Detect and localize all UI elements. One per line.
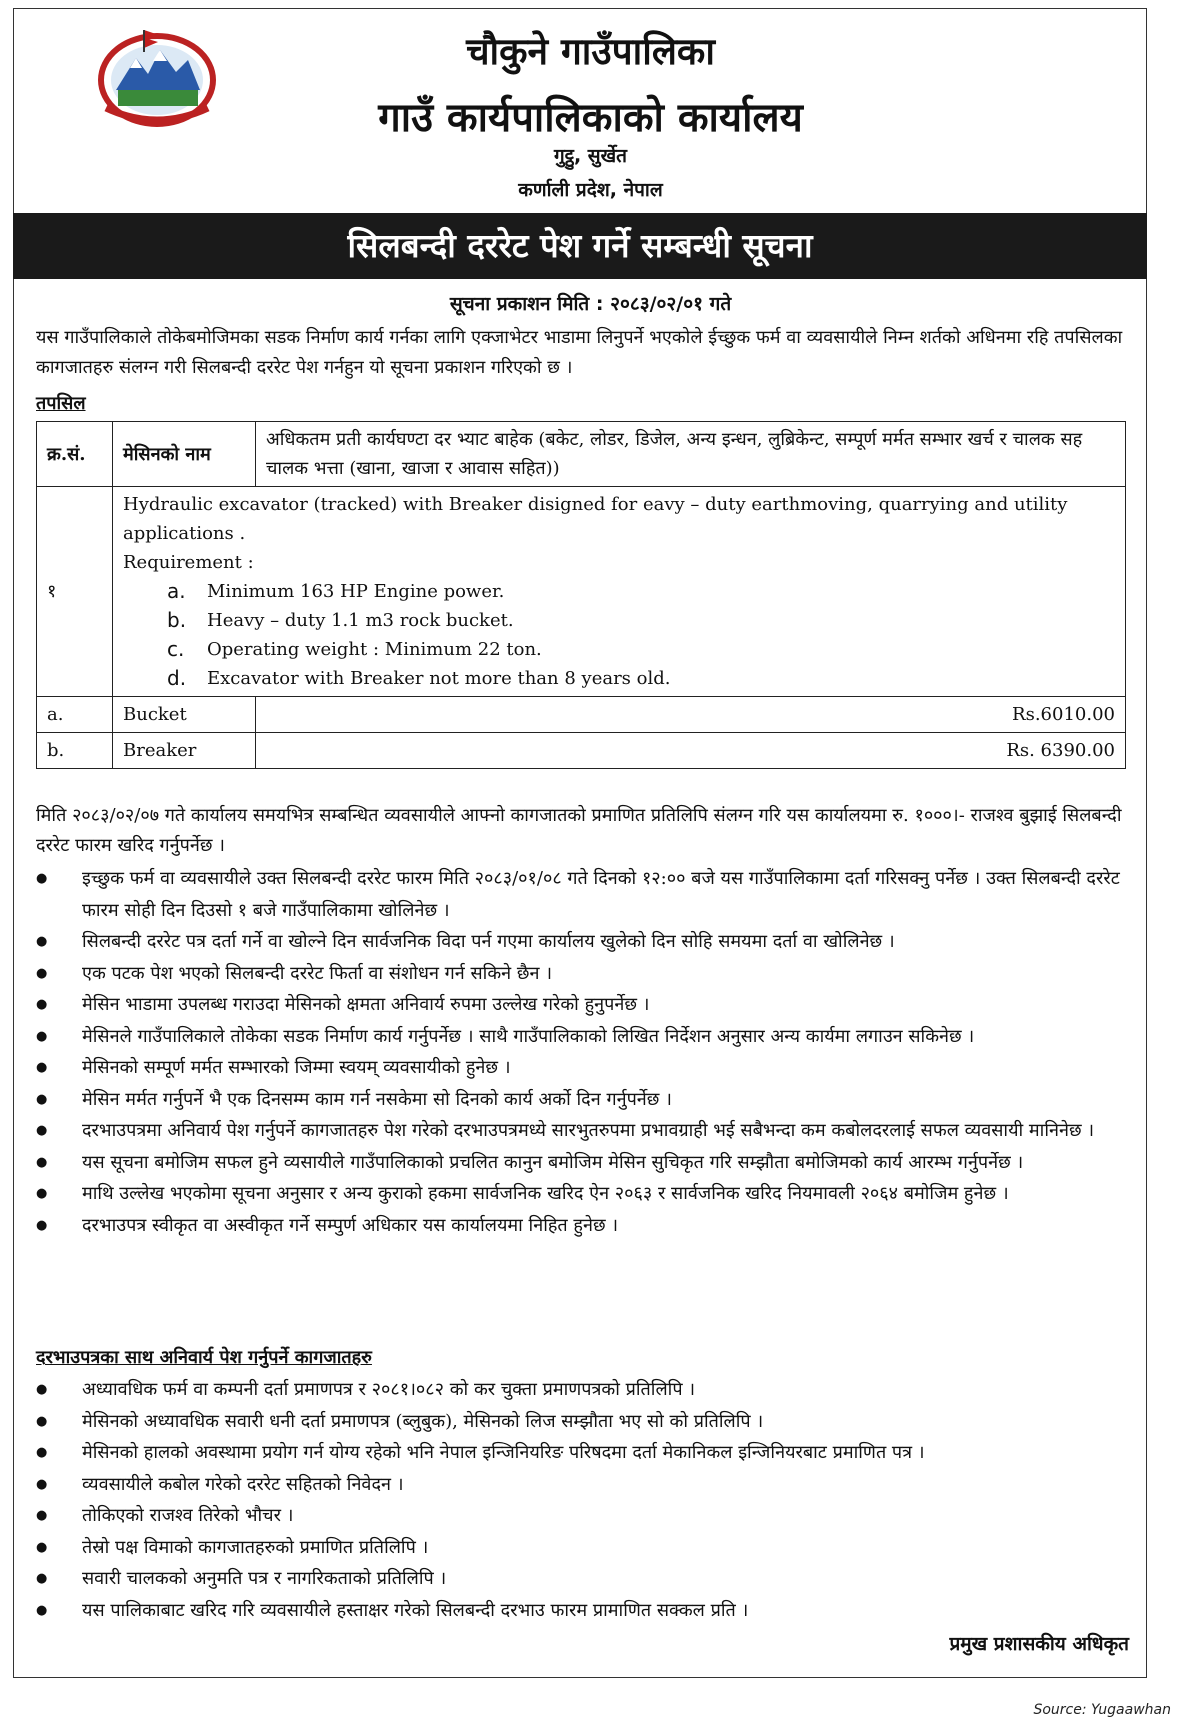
row-sn: b. bbox=[37, 733, 113, 769]
list-item: ● व्यवसायीले कबोल गरेको दररेट सहितको निवेदन । bbox=[36, 1469, 1136, 1501]
list-item bbox=[167, 577, 1115, 606]
list-item: ● मेसिन भाडामा उपलब्ध गराउदा मेसिनको क्षमता अनिवार्य रुपमा उल्लेख गरेको हुनुपर्नेछ । bbox=[36, 989, 1136, 1021]
list-item: ● सिलबन्दी दररेट पत्र दर्ता गर्ने वा खोल्ने दिन सार्वजनिक विदा पर्न गएमा कार्यालय खुलेको दिन सोहि समयमा दर्ता वा खोलिनेछ । bbox=[36, 926, 1136, 958]
list-item: ● इच्छुक फर्म वा व्यवसायीले उक्त सिलबन्दी दररेट फारम मिति २०८३/०१/०८ गते दिनको १२:०० बजे यस गाउँपालिकामा दर्ता गरिसक्नु पर्नेछ । उक्त सिलबन्दी दररेट फारम सोही दिन दिउसो १ बजे गाउँपालिकामा खोलिनेछ । bbox=[36, 863, 1136, 926]
schedule-heading: तपसिल bbox=[36, 393, 86, 414]
item-text: Excavator with Breaker not more than 8 years old. bbox=[207, 668, 671, 689]
list-item: ● यस पालिकाबाट खरिद गरि व्यवसायीले हस्ताक्षर गरेको सिलबन्दी दरभाउ फारम प्रामाणित सक्कल प्रति । bbox=[36, 1595, 1136, 1627]
list-item: ● मेसिन मर्मत गर्नुपर्ने भै एक दिनसम्म काम गर्न नसकेमा सो दिनको कार्य अर्को दिन गर्नुपर्नेछ । bbox=[36, 1084, 1136, 1116]
row-rate: Rs.6010.00 bbox=[256, 697, 1126, 733]
list-item: ● दरभाउपत्रमा अनिवार्य पेश गर्नुपर्ने कागजातहरु पेश गरेको दरभाउपत्रमध्ये सारभुतरुपमा प्रभावग्राही भई सबैभन्दा कम कबोलदरलाई सफल व्यवसायी मानिनेछ । bbox=[36, 1115, 1136, 1147]
office-name: गाउँ कार्यपालिकाको कार्यालय bbox=[378, 95, 803, 141]
header-sn: क्र.सं. bbox=[37, 422, 113, 487]
form-purchase-paragraph: मिति २०८३/०२/०७ गते कार्यालय समयभित्र सम्बन्धित व्यवसायीले आफ्नो कागजातको प्रमाणित प्रतिलिपि संलग्न गरि यस कार्यालयमा रु. १०००।- राजश्व बुझाई सिलबन्दी दररेट फारम खरिद गर्नुपर्नेछ । bbox=[36, 805, 1122, 856]
list-item: ● माथि उल्लेख भएकोमा सूचना अनुसार र अन्य कुराको हकमा सार्वजनिक खरिद ऐन २०६३ र सार्वजनिक खरिद नियमावली २०६४ बमोजिम हुनेछ । bbox=[36, 1178, 1136, 1210]
list-item: ● यस सूचना बमोजिम सफल हुने व्यसायीले गाउँपालिकाको प्रचलित कानुन बमोजिम मेसिन सुचिकृत गरि सम्झौता बमोजिमको कार्य आरम्भ गर्नुपर्नेछ । bbox=[36, 1147, 1136, 1179]
source-credit: Source: Yugaawhan bbox=[1033, 1702, 1171, 1718]
conditions-list bbox=[36, 863, 1136, 1241]
list-item: ● एक पटक पेश भएको सिलबन्दी दररेट फिर्ता वा संशोधन गर्न सकिने छैन । bbox=[36, 958, 1136, 990]
list-item bbox=[167, 664, 1115, 693]
item-text: Operating weight : Minimum 22 ton. bbox=[207, 639, 542, 660]
item-text: Minimum 163 HP Engine power. bbox=[207, 581, 505, 602]
machine-summary: Hydraulic excavator (tracked) with Breaker disigned for eavy – duty earthmoving, quarrying and utility applications . bbox=[123, 494, 1068, 544]
list-item: ● सवारी चालकको अनुमति पत्र र नागरिकताको प्रतिलिपि । bbox=[36, 1563, 1136, 1595]
item-marker: b. bbox=[167, 608, 187, 632]
list-item bbox=[167, 606, 1115, 635]
header-machine: मेसिनको नाम bbox=[113, 422, 256, 487]
item-text: Heavy – duty 1.1 m3 rock bucket. bbox=[207, 610, 514, 631]
documents-heading: दरभाउपत्रका साथ अनिवार्य पेश गर्नुपर्ने कागजातहरु bbox=[36, 1347, 372, 1368]
table-header-row bbox=[37, 422, 1126, 487]
header-rate: अधिकतम प्रती कार्यघण्टा दर भ्याट बाहेक (बकेट, लोडर, डिजेल, अन्य इन्धन, लुब्रिकेन्ट, सम्पूर्ण मर्मत सम्भार खर्च र चालक सह चालक भत्ता (खाना, खाजा र आवास सहित)) bbox=[256, 422, 1126, 487]
notice-title-banner: सिलबन्दी दररेट पेश गर्ने सम्बन्धी सूचना bbox=[13, 213, 1147, 279]
list-item: ● मेसिनले गाउँपालिकाले तोकेका सडक निर्माण कार्य गर्नुपर्नेछ । साथै गाउँपालिकाको लिखित निर्देशन अनुसार अन्य कार्यमा लगाउन सकिनेछ । bbox=[36, 1021, 1136, 1053]
municipality-name: चौकुने गाउँपालिका bbox=[466, 30, 715, 73]
publication-date: सूचना प्रकाशन मिति : २०८३/०२/०१ गते bbox=[449, 293, 732, 315]
requirement-list bbox=[167, 577, 1115, 693]
item-marker: d. bbox=[167, 666, 187, 690]
row-name: Bucket bbox=[113, 697, 256, 733]
row-name: Breaker bbox=[113, 733, 256, 769]
documents-list bbox=[36, 1374, 1136, 1626]
row-sn: a. bbox=[37, 697, 113, 733]
requirement-label: Requirement : bbox=[123, 552, 254, 573]
machine-description bbox=[113, 487, 1126, 697]
intro-paragraph: यस गाउँपालिकाले तोकेबमोजिमका सडक निर्माण कार्य गर्नका लागि एक्जाभेटर भाडामा लिनुपर्ने भएकोले ईच्छुक फर्म वा व्यवसायीले निम्न शर्तको अधिनमा रहि तपसिलका कागजातहरु संलग्न गरी सिलबन्दी दररेट पेश गर्नहुन यो सूचना प्रकाशन गरिएको छ । bbox=[36, 327, 1123, 378]
rate-table bbox=[36, 421, 1126, 769]
list-item: ● तोकिएको राजश्व तिरेको भौचर । bbox=[36, 1500, 1136, 1532]
list-item: ● दरभाउपत्र स्वीकृत वा अस्वीकृत गर्ने सम्पुर्ण अधिकार यस कार्यालयमा निहित हुनेछ । bbox=[36, 1210, 1136, 1242]
office-province: कर्णाली प्रदेश, नेपाल bbox=[518, 179, 663, 201]
table-row bbox=[37, 733, 1126, 769]
office-location: गुट्ठु, सुर्खेत bbox=[553, 145, 628, 167]
item-marker: a. bbox=[167, 579, 186, 603]
table-row bbox=[37, 697, 1126, 733]
list-item bbox=[167, 635, 1115, 664]
list-item: ● मेसिनको हालको अवस्थामा प्रयोग गर्न योग्य रहेको भनि नेपाल इन्जिनियरिङ परिषदमा दर्ता मेकानिकल इन्जिनियरबाट प्रमाणित पत्र । bbox=[36, 1437, 1136, 1469]
list-item: ● मेसिनको अध्यावधिक सवारी धनी दर्ता प्रमाणपत्र (ब्लुबुक), मेसिनको लिज सम्झौता भए सो को प्रतिलिपि । bbox=[36, 1406, 1136, 1438]
signatory-title: प्रमुख प्रशासकीय अधिकृत bbox=[949, 1633, 1129, 1655]
item-marker: c. bbox=[167, 637, 185, 661]
list-item: ● तेस्रो पक्ष विमाको कागजातहरुको प्रमाणित प्रतिलिपि । bbox=[36, 1532, 1136, 1564]
row-sn: १ bbox=[37, 487, 113, 697]
list-item: ● मेसिनको सम्पूर्ण मर्मत सम्भारको जिम्मा स्वयम् व्यवसायीको हुनेछ । bbox=[36, 1052, 1136, 1084]
list-item: ● अध्यावधिक फर्म वा कम्पनी दर्ता प्रमाणपत्र र २०८१।०८२ को कर चुक्ता प्रमाणपत्रको प्रतिलिपि । bbox=[36, 1374, 1136, 1406]
row-rate: Rs. 6390.00 bbox=[256, 733, 1126, 769]
table-row bbox=[37, 487, 1126, 697]
